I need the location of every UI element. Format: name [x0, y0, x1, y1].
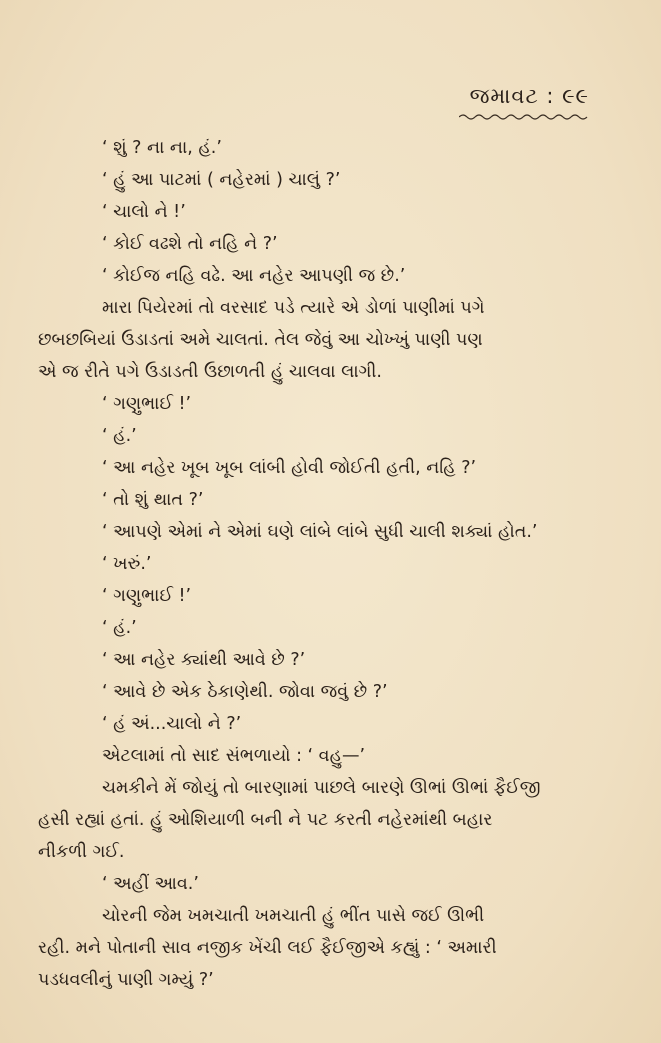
text-line: ‘ આવે છે એક ઠેકાણેથી. જોવા જવું છે ?’: [102, 682, 388, 702]
text-line: ‘ કોઈજ નહિ વઢે. આ નહેર આપણી જ છે.’: [102, 266, 406, 286]
text-line: હસી રહ્યાં હતાં. હું ઓશિયાળી બની ને પટ કરતી નહેરમાંથી બહાર: [38, 810, 493, 830]
text-line: ‘ હં.’: [102, 618, 137, 638]
text-line: એ જ રીતે પગે ઉડાડતી ઉછાળતી હું ચાલવા લાગી.: [38, 362, 382, 382]
text-line: ‘ હં અં...ચાલો ને ?’: [102, 714, 242, 734]
text-line: ‘ આ નહેર ખૂબ ખૂબ લાંબી હોવી જોઈતી હતી, નહિ ?’: [102, 458, 477, 478]
text-line: ‘ હં.’: [102, 426, 137, 446]
text-line: ‘ આપણે એમાં ને એમાં ઘણે લાંબે લાંબે સુધી ચાલી શક્યાં હોત.’: [102, 522, 538, 542]
page-header: [459, 84, 589, 121]
text-line: ‘ હું આ પાટમાં ( નહેરમાં ) ચાલું ?’: [102, 170, 341, 190]
text-line: ‘ અહીં આવ.’: [102, 874, 199, 894]
text-line: ‘ કોઈ વઢશે તો નહિ ને ?’: [102, 234, 278, 254]
text-line: ‘ ગણુભાઈ !’: [102, 586, 192, 606]
text-line: પડધવલીનું પાણી ગમ્યું ?’: [38, 970, 214, 990]
body-text: [38, 132, 616, 996]
text-line: છબછબિયાં ઉડાડતાં અમે ચાલતાં. તેલ જેવું આ ચોખ્ખું પાણી પણ: [38, 330, 483, 350]
wavy-underline: [459, 113, 589, 121]
text-line: ‘ ગણુભાઈ !’: [102, 394, 192, 414]
text-line: ‘ તો શું થાત ?’: [102, 490, 204, 510]
text-line: ચમકીને મેં જોયું તો બારણામાં પાછલે બારણે ઊભાં ઊભાં ફૈઈજી: [102, 778, 541, 798]
text-line: ‘ ચાલો ને !’: [102, 202, 186, 222]
text-line: ‘ આ નહેર ક્યાંથી આવે છે ?’: [102, 650, 306, 670]
text-line: ‘ શું ? ના ના, હં.’: [102, 138, 222, 158]
text-line: મારા પિયેરમાં તો વરસાદ પડે ત્યારે એ ડોળાં પાણીમાં પગે: [102, 298, 485, 318]
text-line: એટલામાં તો સાદ સંભળાયો : ‘ વહુ—’: [102, 746, 366, 766]
running-head: જમાવટ : ૯૯: [469, 84, 589, 108]
text-line: નીકળી ગઈ.: [38, 842, 125, 862]
text-line: ‘ ખરું.’: [102, 554, 152, 574]
text-line: ચોરની જેમ ખમચાતી ખમચાતી હું ભીંત પાસે જઈ ઊભી: [102, 906, 485, 926]
text-line: રહી. મને પોતાની સાવ નજીક ખેંચી લઈ ફૈઈજીએ કહ્યું : ‘ અમારી: [38, 938, 497, 958]
